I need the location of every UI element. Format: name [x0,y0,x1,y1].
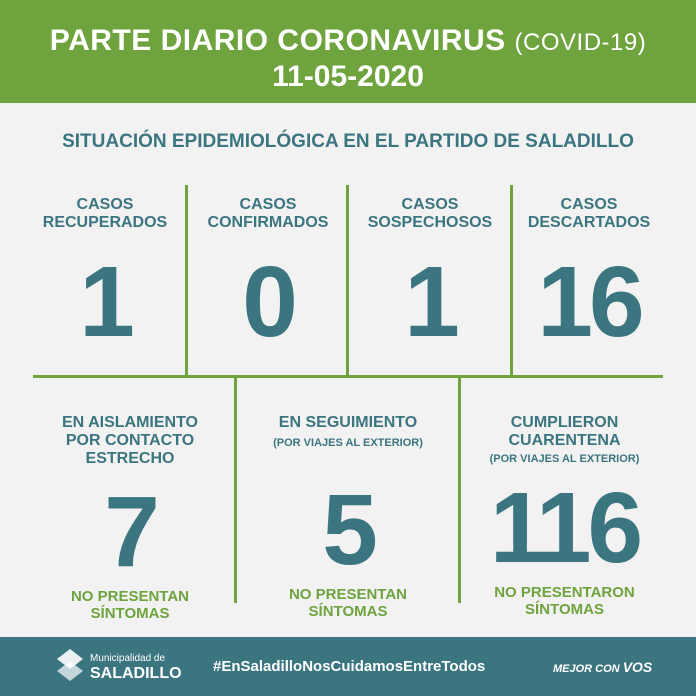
stat-note [462,584,667,618]
divider-v4 [234,378,237,603]
stat-label-line1: EN SEGUIMIENTO [278,414,418,431]
header-banner [0,0,696,103]
stat-descartados [514,196,664,358]
stat-label-line1: CASOS [239,196,297,213]
stat-confirmados [190,196,346,358]
divider-v2 [346,185,349,375]
stat-label-line1: CASOS [401,196,459,213]
report-title-main: PARTE DIARIO CORONAVIRUS [49,24,506,57]
stat-value: 16 [537,246,641,358]
slogan [553,659,652,675]
stat-note [30,588,230,622]
campaign-hashtag: #EnSaladilloNosCuidamosEntreTodos [213,658,486,675]
stat-note-line1: NO PRESENTAN [70,588,190,605]
municipality-logo-icon [57,649,83,681]
stat-label [238,414,458,452]
stat-label-line2: CUARENTENA [508,432,621,449]
stat-label [30,414,230,468]
report-title-sub: (COVID-19) [514,29,647,56]
stat-label [30,196,180,232]
stat-value: 1 [79,246,131,358]
divider-v1 [185,185,188,375]
stat-value: 116 [489,472,640,584]
divider-v3 [510,185,513,375]
stat-cuarentena [462,414,667,618]
slogan-part-b: VOS [622,659,653,675]
stat-label [462,414,667,468]
stat-label-line2: CONFIRMADOS [207,214,329,231]
stat-note-line2: SÍNTOMAS [90,605,170,622]
stat-value: 5 [322,474,374,586]
stat-sospechosos [350,196,510,358]
stat-recuperados [30,196,180,358]
stat-label [514,196,664,232]
stat-label-line1: EN AISLAMIENTO [61,414,198,431]
stat-value: 0 [242,246,294,358]
slogan-part-a: MEJOR CON [553,663,620,675]
stat-label-line2: (POR VIAJES AL EXTERIOR) [273,437,423,449]
stat-label-line3: (POR VIAJES AL EXTERIOR) [489,453,640,465]
stat-label-line3: ESTRECHO [85,450,175,467]
divider-h1 [33,375,663,378]
stat-aislamiento [30,414,230,622]
stat-note-line1: NO PRESENTAN [288,586,408,603]
stat-note-line1: NO PRESENTARON [494,584,635,601]
report-date: 11-05-2020 [272,60,424,93]
stat-value: 1 [404,246,456,358]
divider-v5 [458,378,461,603]
footer-bar [0,637,696,696]
stat-note [238,586,458,620]
report-title [0,24,696,58]
municipality-label-small: Municipalidad de [90,653,166,664]
stat-label-line2: SOSPECHOSOS [367,214,493,231]
stat-note-line2: SÍNTOMAS [525,601,604,618]
stat-seguimiento [238,414,458,620]
stat-label-line1: CUMPLIERON [510,414,619,431]
stat-label-line1: CASOS [560,196,618,213]
municipality-label-big: SALADILLO [90,665,182,682]
stat-value: 7 [104,476,156,588]
stat-note-line2: SÍNTOMAS [308,603,388,620]
stat-label-line1: CASOS [76,196,134,213]
stat-label [190,196,346,232]
section-subtitle: SITUACIÓN EPIDEMIOLÓGICA EN EL PARTIDO DE SALADILLO [62,131,634,152]
stat-label-line2: POR CONTACTO [65,432,195,449]
stat-label-line2: RECUPERADOS [42,214,168,231]
stat-label [350,196,510,232]
stat-label-line2: DESCARTADOS [527,214,651,231]
